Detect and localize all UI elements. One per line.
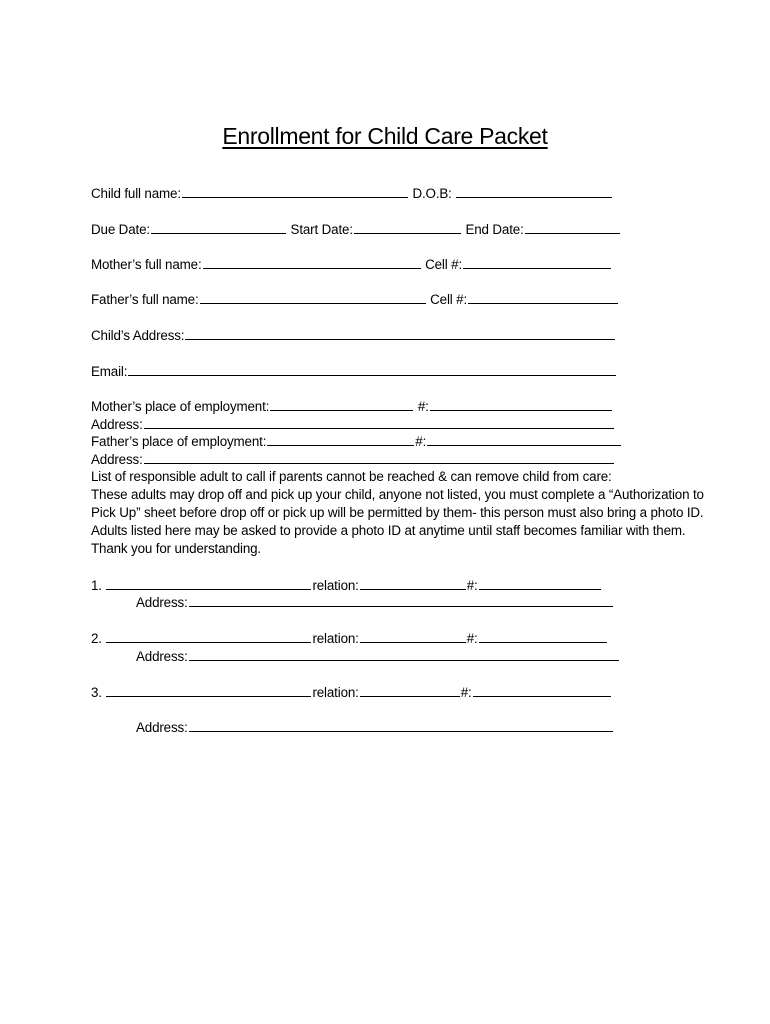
dob-field[interactable]: [456, 184, 612, 198]
contact-address-row-3: [136, 718, 614, 736]
instructions-line: Pick Up” sheet before drop off or pick up will be permitted by them- this person must also bring a photo ID.: [91, 505, 704, 520]
mother-row: [91, 255, 612, 273]
due-date-label: Due Date:: [91, 222, 150, 237]
contact-address-row-1: [136, 593, 614, 611]
contact-row-1: [91, 576, 602, 594]
instructions-line: List of responsible adult to call if parents cannot be reached & can remove child from care:: [91, 469, 612, 484]
contact-name-field[interactable]: [106, 629, 311, 643]
father-employment-phone-field[interactable]: [427, 432, 621, 446]
mother-name-field[interactable]: [203, 255, 421, 269]
mother-employment-address-label: Address:: [91, 417, 143, 432]
father-employment-address-field[interactable]: [144, 450, 614, 464]
start-date-field[interactable]: [354, 220, 461, 234]
father-employment-address-label: Address:: [91, 452, 143, 467]
contact-relation-label: relation:: [312, 685, 359, 700]
father-name-field[interactable]: [200, 290, 426, 304]
contact-relation-label: relation:: [312, 631, 359, 646]
end-date-label: End Date:: [465, 222, 524, 237]
father-employment-phone-label: #:: [415, 434, 427, 449]
contact-address-field[interactable]: [189, 647, 619, 661]
father-employment-label: Father’s place of employment:: [91, 434, 267, 449]
contact-phone-label: #:: [460, 685, 472, 700]
page-title: Enrollment for Child Care Packet: [222, 123, 548, 149]
contact-name-field[interactable]: [106, 576, 311, 590]
father-row: [91, 290, 619, 308]
contact-number: 3.: [91, 685, 102, 700]
father-employment-field[interactable]: [267, 432, 414, 446]
contact-phone-field[interactable]: [473, 683, 611, 697]
mother-employment-address-row: [91, 415, 615, 433]
contact-address-label: Address:: [136, 649, 188, 664]
mother-employment-label: Mother’s place of employment:: [91, 399, 270, 414]
contact-row-2: [91, 629, 608, 647]
mother-employment-address-field[interactable]: [144, 415, 614, 429]
contact-phone-field[interactable]: [479, 576, 601, 590]
father-cell-field[interactable]: [468, 290, 618, 304]
mother-employment-field[interactable]: [270, 397, 413, 411]
child-address-label: Child’s Address:: [91, 328, 185, 343]
instructions-line: Adults listed here may be asked to provide a photo ID at anytime until staff becomes familiar with them.: [91, 523, 686, 538]
mother-employment-phone-label: #:: [417, 399, 429, 414]
instructions-line: Thank you for understanding.: [91, 541, 261, 556]
contact-phone-label: #:: [466, 631, 478, 646]
child-address-field[interactable]: [185, 326, 615, 340]
child-info-row: [91, 184, 613, 202]
child-address-row: [91, 326, 616, 344]
start-date-label: Start Date:: [290, 222, 353, 237]
contact-address-field[interactable]: [189, 718, 613, 732]
instructions-line: These adults may drop off and pick up your child, anyone not listed, you must complete a “Authorization to: [91, 487, 704, 502]
instructions-paragraph: [91, 468, 704, 558]
contact-address-label: Address:: [136, 595, 188, 610]
father-employment-address-row: [91, 450, 615, 468]
dob-label: D.O.B:: [412, 186, 452, 201]
dates-row: [91, 220, 621, 238]
contact-row-3: [91, 683, 612, 701]
contact-phone-label: #:: [466, 578, 478, 593]
contact-relation-field[interactable]: [360, 576, 466, 590]
mother-employment-row: [91, 397, 613, 415]
father-name-label: Father’s full name:: [91, 292, 199, 307]
mother-employment-phone-field[interactable]: [430, 397, 612, 411]
mother-cell-field[interactable]: [463, 255, 611, 269]
father-cell-label: Cell #:: [430, 292, 468, 307]
contact-phone-field[interactable]: [479, 629, 607, 643]
email-row: [91, 362, 617, 380]
child-name-field[interactable]: [182, 184, 408, 198]
due-date-field[interactable]: [151, 220, 286, 234]
contact-name-field[interactable]: [106, 683, 311, 697]
contact-address-label: Address:: [136, 720, 188, 735]
contact-number: 1.: [91, 578, 102, 593]
email-label: Email:: [91, 364, 128, 379]
mother-name-label: Mother’s full name:: [91, 257, 202, 272]
father-employment-row: [91, 432, 622, 450]
mother-cell-label: Cell #:: [425, 257, 463, 272]
child-name-label: Child full name:: [91, 186, 181, 201]
end-date-field[interactable]: [525, 220, 620, 234]
contact-relation-label: relation:: [312, 578, 359, 593]
contact-address-row-2: [136, 647, 620, 665]
contact-relation-field[interactable]: [360, 683, 460, 697]
contact-number: 2.: [91, 631, 102, 646]
email-field[interactable]: [128, 362, 616, 376]
contact-address-field[interactable]: [189, 593, 613, 607]
contact-relation-field[interactable]: [360, 629, 466, 643]
